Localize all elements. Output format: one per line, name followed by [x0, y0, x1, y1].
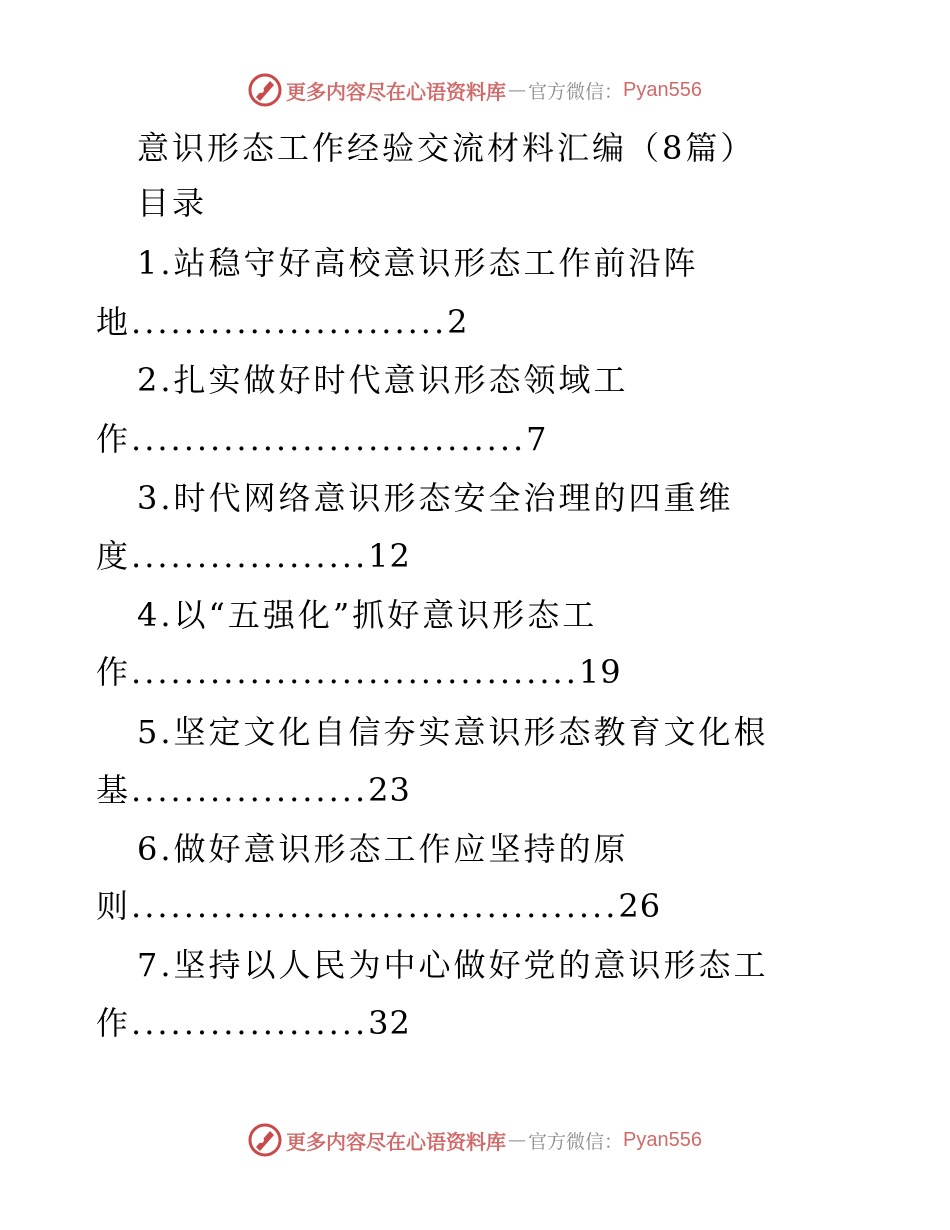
- document-title: 意识形态工作经验交流材料汇编（8篇）: [137, 129, 756, 167]
- toc-entry-title: 1.站稳守好高校意识形态工作前沿阵: [137, 244, 699, 282]
- watermark-wechat-id: Pyan556: [623, 78, 702, 101]
- toc-page-number: 2: [447, 303, 469, 341]
- toc-dot-leader: ..................................: [131, 653, 579, 691]
- watermark-label: 官方微信：: [528, 80, 624, 103]
- toc-dot-leader: ..............................: [131, 420, 527, 458]
- toc-page-number: 32: [368, 1004, 411, 1042]
- toc-heading: 目录: [137, 184, 208, 222]
- watermark-text: 更多内容尽在心语资料库: [286, 79, 506, 104]
- toc-page-number: 12: [368, 537, 411, 575]
- toc-entry-title: 2.扎实做好时代意识形态领域工: [137, 361, 629, 399]
- toc-entry-tail: 作..................32: [96, 1004, 411, 1042]
- watermark-separator: —: [508, 1129, 526, 1151]
- watermark-separator: —: [508, 79, 526, 101]
- toc-entry-title: 4.以“五强化”抓好意识形态工: [137, 596, 598, 634]
- toc-page-number: 19: [578, 653, 622, 691]
- toc-page-number: 7: [526, 420, 548, 458]
- toc-entry-tail: 作..............................7: [96, 420, 548, 458]
- watermark-banner-bottom: [0, 1120, 950, 1160]
- toc-entry-tail: 地........................2: [96, 303, 469, 341]
- toc-dot-leader: ..................: [131, 537, 369, 575]
- toc-entry-tail: 基..................23: [96, 771, 411, 809]
- toc-page-number: 23: [368, 771, 411, 809]
- toc-entry-title: 3.时代网络意识形态安全治理的四重维: [137, 479, 734, 517]
- toc-dot-leader: ..................: [131, 1004, 369, 1042]
- logo-icon: [248, 73, 282, 107]
- logo-icon: [248, 1123, 282, 1157]
- toc-entry-tail: 度..................12: [96, 537, 411, 575]
- watermark-wechat-id: Pyan556: [623, 1128, 702, 1151]
- toc-entry-title: 5.坚定文化自信夯实意识形态教育文化根: [137, 713, 769, 751]
- toc-dot-leader: ........................: [131, 303, 448, 341]
- toc-entry-title: 7.坚持以人民为中心做好党的意识形态工: [137, 946, 769, 984]
- watermark-label: 官方微信：: [528, 1130, 624, 1153]
- toc-entry-tail: 则.....................................26: [96, 887, 662, 925]
- toc-entry-title: 6.做好意识形态工作应坚持的原: [137, 830, 629, 868]
- toc-dot-leader: .....................................: [131, 887, 619, 925]
- watermark-banner-top: [0, 70, 950, 110]
- toc-page-number: 26: [618, 887, 662, 925]
- toc-entry-tail: 作..................................19: [96, 653, 622, 691]
- toc-dot-leader: ..................: [131, 771, 369, 809]
- watermark-text: 更多内容尽在心语资料库: [286, 1129, 506, 1154]
